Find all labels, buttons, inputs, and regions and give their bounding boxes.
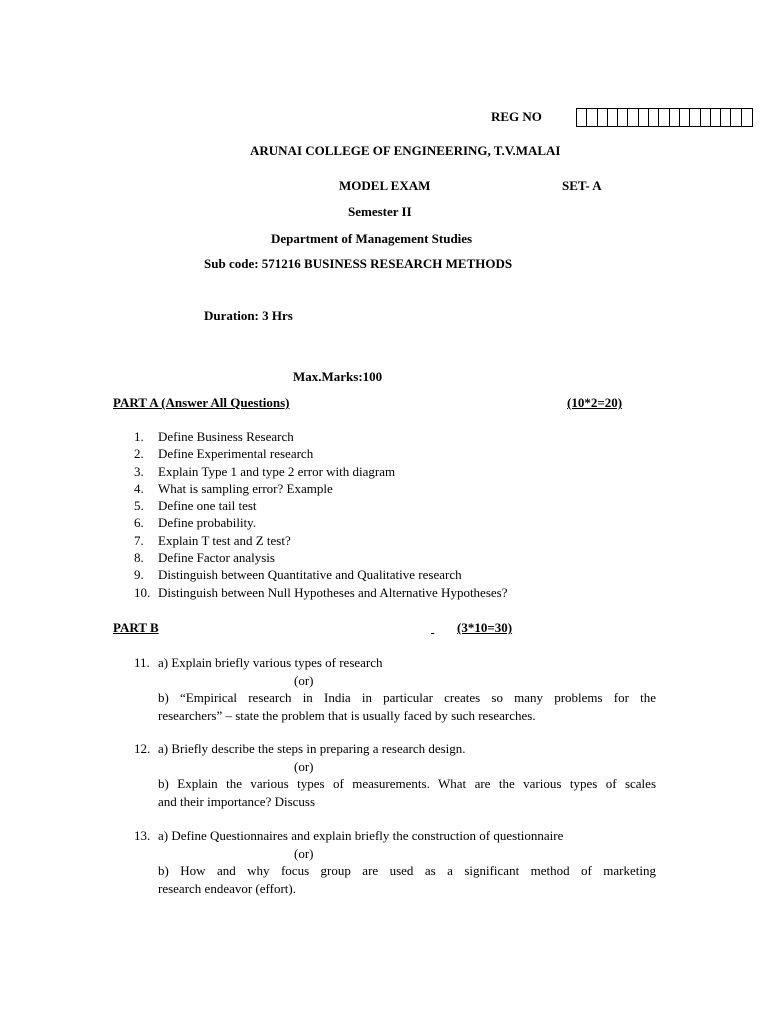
part-b-question-11 bbox=[134, 654, 656, 724]
part-b-heading bbox=[113, 620, 512, 636]
reg-no-box bbox=[670, 109, 680, 126]
reg-no-box bbox=[731, 109, 741, 126]
reg-no-box bbox=[659, 109, 669, 126]
reg-no-box bbox=[711, 109, 721, 126]
question-option-b-continued: and their importance? Discuss bbox=[158, 793, 316, 809]
or-separator: (or) bbox=[294, 672, 314, 688]
part-a-question-list bbox=[134, 428, 508, 601]
reg-no-box bbox=[628, 109, 638, 126]
reg-no-boxes bbox=[576, 108, 753, 127]
part-b-marks: (3*10=30) bbox=[457, 620, 513, 635]
reg-no-box bbox=[618, 109, 628, 126]
question-number: 12. bbox=[134, 741, 151, 756]
question-text: Define probability. bbox=[158, 515, 257, 531]
question-number: 5. bbox=[134, 498, 144, 514]
reg-no-box bbox=[649, 109, 659, 126]
question-option-b-continued: research endeavor (effort). bbox=[158, 880, 296, 896]
question-option-b: b) Explain the various types of measurements. What are the various types of scales bbox=[158, 776, 656, 791]
subject-code: Sub code: 571216 BUSINESS RESEARCH METHODS bbox=[204, 256, 513, 271]
reg-no-box bbox=[639, 109, 649, 126]
question-text: Define Experimental research bbox=[158, 446, 314, 462]
or-separator: (or) bbox=[294, 845, 314, 861]
list-item bbox=[134, 445, 508, 462]
reg-no-box bbox=[690, 109, 700, 126]
semester: Semester II bbox=[348, 204, 412, 219]
list-item bbox=[134, 566, 508, 583]
question-option-b-continued: researchers” – state the problem that is usually faced by such researches. bbox=[158, 707, 536, 723]
part-a-heading bbox=[113, 395, 622, 411]
question-number: 9. bbox=[134, 567, 144, 583]
list-item bbox=[134, 428, 508, 445]
part-b-question-12 bbox=[134, 740, 656, 810]
college-name: ARUNAI COLLEGE OF ENGINEERING, T.V.MALAI bbox=[250, 143, 561, 158]
question-option-a: a) Explain briefly various types of research bbox=[158, 655, 383, 670]
question-text: What is sampling error? Example bbox=[158, 480, 333, 496]
list-item bbox=[134, 584, 508, 601]
reg-no-box bbox=[587, 109, 597, 126]
exam-set: SET- A bbox=[562, 178, 602, 193]
reg-no-box bbox=[608, 109, 618, 126]
reg-no-box bbox=[721, 109, 731, 126]
reg-no-box bbox=[680, 109, 690, 126]
question-number: 11. bbox=[134, 655, 150, 670]
part-a-marks: (10*2=20) bbox=[567, 395, 623, 410]
question-option-b: b) How and why focus group are used as a significant method of marketing bbox=[158, 863, 656, 878]
reg-no-box bbox=[577, 109, 587, 126]
question-text: Explain T test and Z test? bbox=[158, 532, 291, 548]
list-item bbox=[134, 497, 508, 514]
question-text: Distinguish between Null Hypotheses and Alternative Hypotheses? bbox=[158, 584, 508, 600]
question-option-b: b) “Empirical research in India in particular creates so many problems for the bbox=[158, 690, 656, 705]
part-b-question-13 bbox=[134, 827, 656, 897]
reg-no-label: REG NO bbox=[491, 109, 542, 124]
duration: Duration: 3 Hrs bbox=[204, 308, 293, 323]
reg-no-box bbox=[742, 109, 752, 126]
question-number: 13. bbox=[134, 828, 151, 843]
question-number: 10. bbox=[134, 584, 151, 600]
question-text: Define Factor analysis bbox=[158, 550, 275, 566]
question-option-a: a) Briefly describe the steps in preparing a research design. bbox=[158, 741, 466, 756]
question-number: 2. bbox=[134, 446, 144, 462]
list-item bbox=[134, 549, 508, 566]
question-number: 8. bbox=[134, 550, 144, 566]
list-item bbox=[134, 480, 508, 497]
question-number: 1. bbox=[134, 429, 144, 444]
part-b-title: PART B bbox=[113, 620, 159, 635]
reg-no-box bbox=[701, 109, 711, 126]
question-text: Distinguish between Quantitative and Qualitative research bbox=[158, 567, 462, 583]
part-a-title: PART A (Answer All Questions) bbox=[113, 395, 290, 410]
question-number: 3. bbox=[134, 463, 144, 479]
question-option-a: a) Define Questionnaires and explain briefly the construction of questionnaire bbox=[158, 828, 564, 843]
question-text: Define one tail test bbox=[158, 498, 257, 514]
exam-title: MODEL EXAM bbox=[339, 178, 431, 193]
question-number: 6. bbox=[134, 515, 144, 531]
question-number: 4. bbox=[134, 480, 144, 496]
question-number: 7. bbox=[134, 532, 144, 548]
max-marks: Max.Marks:100 bbox=[293, 369, 383, 384]
list-item bbox=[134, 514, 508, 531]
question-text: Explain Type 1 and type 2 error with diagram bbox=[158, 463, 396, 479]
question-text: Define Business Research bbox=[158, 429, 294, 444]
list-item bbox=[134, 463, 508, 480]
department: Department of Management Studies bbox=[271, 231, 473, 246]
reg-no-box bbox=[598, 109, 608, 126]
list-item bbox=[134, 532, 508, 549]
or-separator: (or) bbox=[294, 758, 314, 774]
